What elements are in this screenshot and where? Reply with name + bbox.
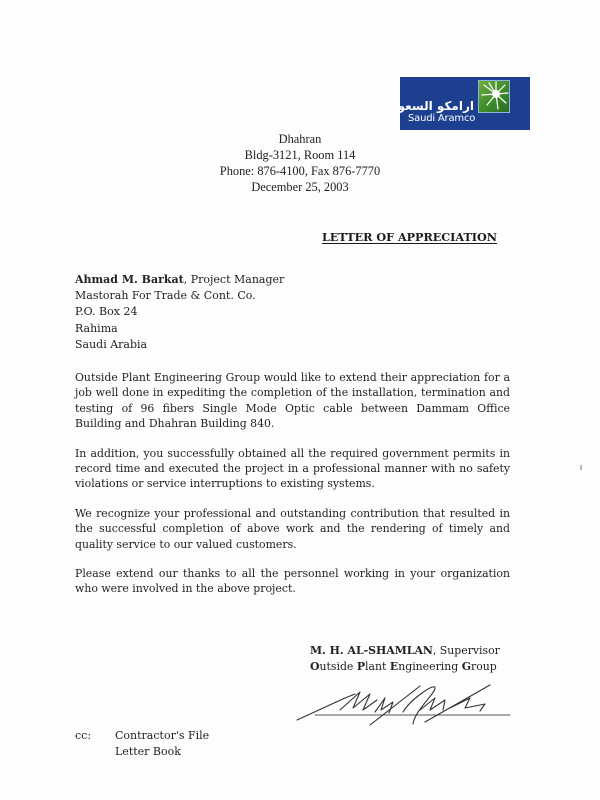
recipient-block (75, 272, 284, 353)
body-paragraph: We recognize your professional and outstanding contribution that resulted in the successful completion of above work and the rendering of timely and quality service to our valued customers. (75, 506, 510, 551)
signer-title: , Supervisor (432, 644, 500, 657)
body-paragraph: Please extend our thanks to all the personnel working in your organization who were involved in the above project. (75, 567, 510, 596)
address-building: Bldg-3121, Room 114 (244, 148, 356, 162)
logo-latin-text: Saudi Aramco (408, 113, 476, 124)
body-paragraph: In addition, you successfully obtained all the required government permits in record time and executed the project in a professional manner with no safety violations or service interruptions to existing systems. (75, 446, 510, 491)
signer-group (310, 659, 500, 675)
recipient-country: Saudi Arabia (75, 337, 148, 351)
handwritten-signature (285, 680, 520, 730)
group-word: ngineering (398, 660, 462, 673)
body-paragraph: Outside Plant Engineering Group would like to extend their appreciation for a job well done in expediting the completion of the installation, termination and testing of 96 fibers Single Mode Optic cable between Dammam Office Building and Dhahran Building 840. (75, 371, 510, 431)
address-city: Dhahran (278, 132, 322, 146)
group-initial: E (389, 660, 399, 673)
cc-block (75, 728, 209, 760)
group-word: utside (319, 660, 357, 673)
sender-address (200, 131, 400, 195)
logo-arabic-text: ارامكو السعودية (379, 99, 474, 113)
scan-speck (580, 465, 582, 470)
recipient-po-box: P.O. Box 24 (75, 305, 138, 319)
cc-item: Letter Book (115, 745, 181, 758)
cc-row (75, 728, 209, 744)
group-initial: G (461, 660, 472, 673)
letter-body (75, 370, 510, 611)
group-initial: P (356, 660, 366, 673)
letter-date: December 25, 2003 (251, 180, 349, 194)
group-initial: O (310, 660, 320, 673)
signer-name: M. H. AL-SHAMLAN (310, 644, 433, 657)
address-phone: Phone: 876-4100, Fax 876-7770 (219, 164, 381, 178)
letter-title: LETTER OF APPRECIATION (322, 230, 498, 244)
signer-line (310, 643, 500, 659)
recipient-role: , Project Manager (183, 273, 285, 286)
recipient-name-line (75, 272, 284, 288)
recipient-city: Rahima (75, 321, 118, 335)
group-word: lant (365, 660, 390, 673)
group-word: roup (471, 660, 497, 673)
cc-spacer (75, 744, 115, 760)
recipient-name: Ahmad M. Barkat (75, 273, 184, 286)
cc-label: cc: (75, 729, 92, 742)
aramco-star-icon (478, 80, 510, 113)
cc-row (75, 744, 209, 760)
recipient-company: Mastorah For Trade & Cont. Co. (75, 289, 256, 303)
cc-item: Contractor's File (115, 729, 210, 742)
signature-block (310, 643, 500, 675)
saudi-aramco-logo (379, 77, 530, 130)
